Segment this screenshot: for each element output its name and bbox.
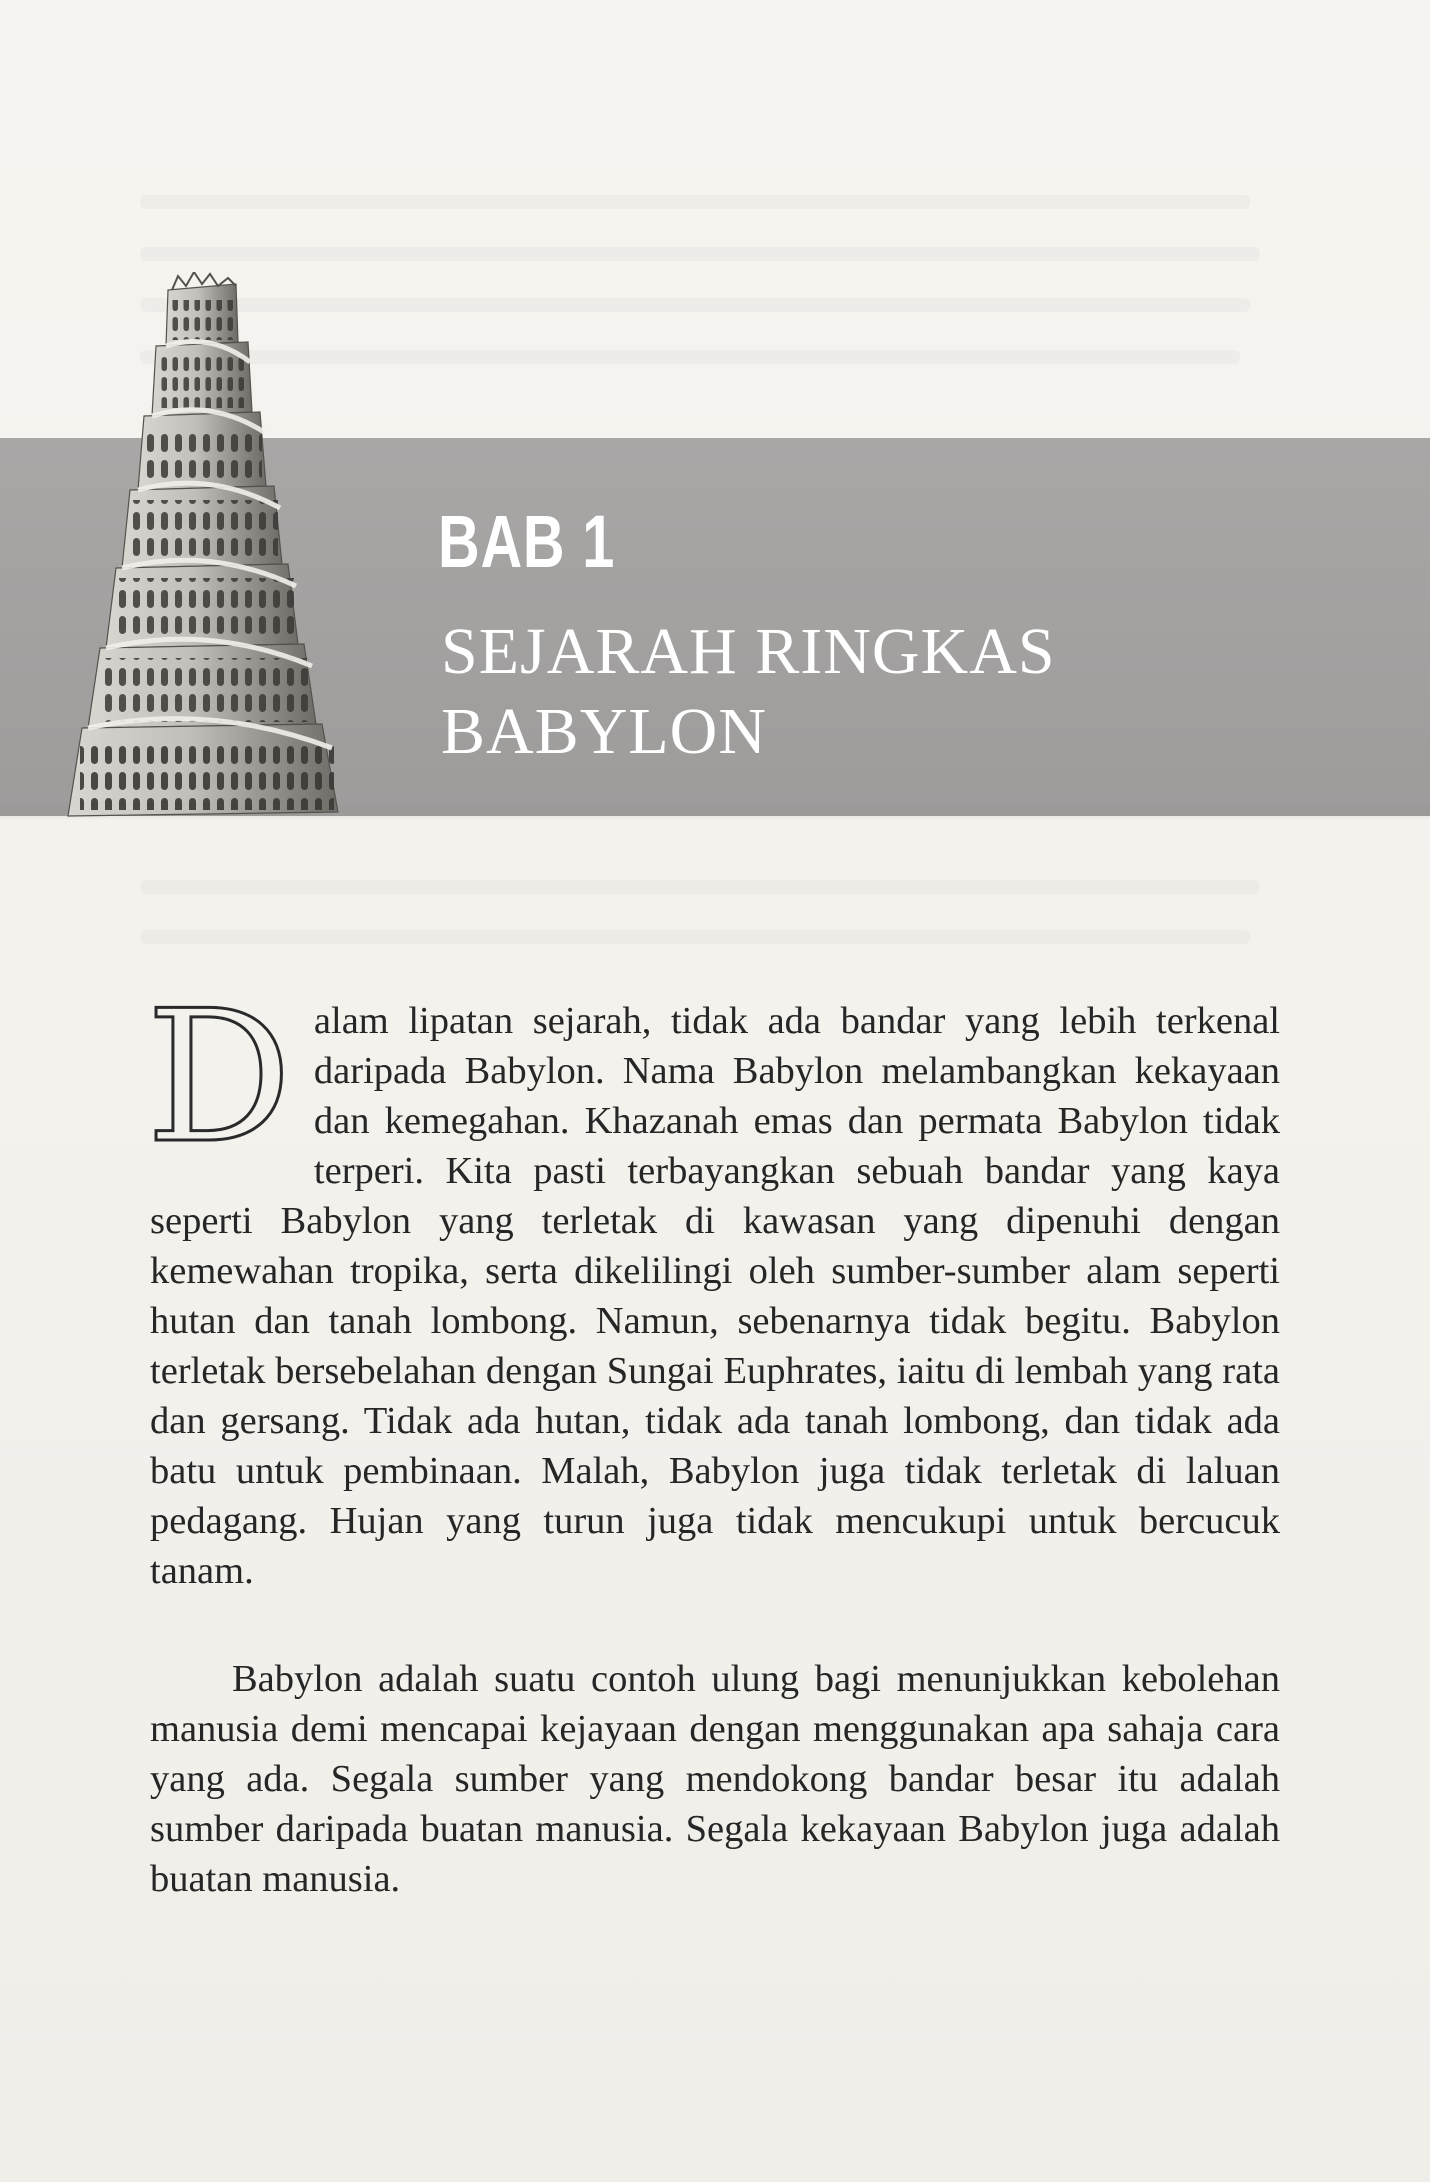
- paragraph-1-text: alam lipatan sejarah, tidak ada bandar yang lebih terkenal daripada Babylon. Nama Babylon melambangkan kekayaan dan kemegahan. Khazanah emas dan permata Babylon tidak terperi. Kita pasti terbayangkan sebuah bandar yang kaya seperti Babylon yang terletak di kawasan yang dipenuhi dengan kemewahan tropika, serta dikelilingi oleh sumber-sumber alam seperti hutan dan tanah lombong. Namun, sebenarnya tidak begitu. Babylon terletak bersebelahan dengan Sungai Euphrates, iaitu di lembah yang rata dan gersang. Tidak ada hutan, tidak ada tanah lombong, dan tidak ada batu untuk pembinaan. Malah, Babylon juga tidak terletak di laluan pedagang. Hujan yang turun juga tidak mencukupi untuk bercucuk tanam.: [150, 1000, 1280, 1592]
- chapter-title-line2: BABYLON: [441, 695, 768, 768]
- bleed-through-line: [140, 247, 1260, 261]
- bleed-through-line: [140, 930, 1250, 944]
- paragraph-1: [146, 971, 1280, 1596]
- chapter-number: BAB 1: [438, 500, 616, 583]
- drop-cap: D: [146, 971, 292, 1183]
- chapter-title: [441, 612, 1056, 772]
- chapter-title-line1: SEJARAH RINGKAS: [441, 615, 1056, 688]
- bleed-through-line: [140, 880, 1260, 894]
- paragraph-2: Babylon adalah suatu contoh ulung bagi menunjukkan kebolehan manusia demi mencapai kejayaan dengan menggunakan apa sahaja cara yang ada. Segala sumber yang mendokong bandar besar itu adalah sumber daripada buatan manusia. Segala kekayaan Babylon juga adalah buatan manusia.: [150, 1658, 1280, 1900]
- tower-of-babel-icon: [60, 272, 390, 832]
- bleed-through-line: [140, 195, 1250, 209]
- body-text: [146, 971, 1280, 1943]
